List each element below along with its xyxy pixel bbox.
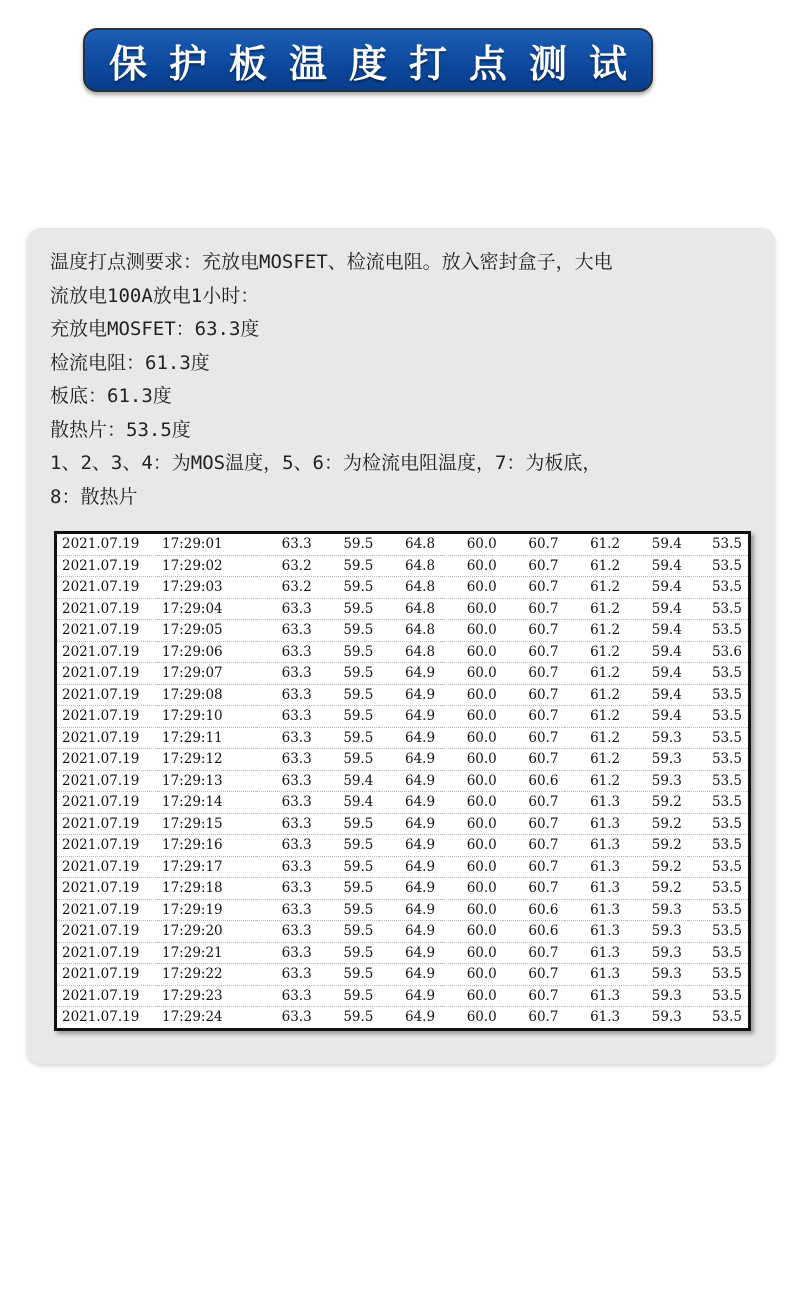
temperature-cell: 59.5 (318, 663, 380, 685)
time-cell: 17:29:07 (158, 663, 256, 685)
table-row (56, 706, 750, 728)
temperature-cell: 59.5 (318, 598, 380, 620)
temperature-cell: 63.3 (256, 684, 318, 706)
date-cell: 2021.07.19 (56, 749, 159, 771)
temperature-cell: 59.4 (626, 706, 688, 728)
temperature-cell: 60.0 (441, 684, 503, 706)
temperature-cell: 63.3 (256, 663, 318, 685)
temperature-cell: 59.5 (318, 620, 380, 642)
temperature-cell: 64.8 (379, 641, 441, 663)
temperature-cell: 64.9 (379, 856, 441, 878)
table-row (56, 533, 750, 556)
temperature-cell: 63.3 (256, 770, 318, 792)
temperature-cell: 60.0 (441, 770, 503, 792)
temperature-cell: 61.3 (564, 813, 626, 835)
temperature-cell: 64.9 (379, 878, 441, 900)
page-title: 保护板温度打点测试 (108, 41, 649, 86)
temperature-cell: 60.0 (441, 620, 503, 642)
temperature-cell: 61.2 (564, 577, 626, 599)
temperature-cell: 59.5 (318, 813, 380, 835)
temperature-cell: 53.5 (688, 878, 750, 900)
date-cell: 2021.07.19 (56, 706, 159, 728)
temperature-cell: 53.5 (688, 813, 750, 835)
temperature-cell: 59.2 (626, 835, 688, 857)
temperature-cell: 60.0 (441, 813, 503, 835)
temperature-cell: 59.5 (318, 835, 380, 857)
table-row (56, 577, 750, 599)
date-cell: 2021.07.19 (56, 835, 159, 857)
temperature-cell: 59.5 (318, 706, 380, 728)
table-row (56, 620, 750, 642)
time-cell: 17:29:17 (158, 856, 256, 878)
time-cell: 17:29:10 (158, 706, 256, 728)
temperature-cell: 60.0 (441, 964, 503, 986)
date-cell: 2021.07.19 (56, 899, 159, 921)
temperature-cell: 60.7 (503, 598, 565, 620)
table-row (56, 899, 750, 921)
temperature-cell: 60.0 (441, 942, 503, 964)
temperature-cell: 61.3 (564, 792, 626, 814)
temperature-cell: 59.5 (318, 684, 380, 706)
temperature-cell: 63.3 (256, 533, 318, 556)
time-cell: 17:29:12 (158, 749, 256, 771)
temperature-cell: 53.5 (688, 985, 750, 1007)
temperature-cell: 59.5 (318, 899, 380, 921)
table-row (56, 792, 750, 814)
table-row (56, 663, 750, 685)
temperature-cell: 59.4 (318, 770, 380, 792)
temperature-cell: 60.0 (441, 598, 503, 620)
temperature-cell: 61.3 (564, 856, 626, 878)
time-cell: 17:29:21 (158, 942, 256, 964)
date-cell: 2021.07.19 (56, 684, 159, 706)
date-cell: 2021.07.19 (56, 663, 159, 685)
temperature-cell: 59.2 (626, 856, 688, 878)
temperature-cell: 59.5 (343, 1009, 374, 1026)
temperature-cell: 53.5 (688, 598, 750, 620)
temperature-cell: 59.2 (626, 878, 688, 900)
temperature-cell: 63.3 (281, 1009, 312, 1026)
temperature-cell: 59.2 (626, 813, 688, 835)
temperature-cell: 59.4 (626, 620, 688, 642)
temperature-cell: 53.5 (688, 899, 750, 921)
temperature-cell: 53.5 (688, 770, 750, 792)
temperature-cell: 59.4 (626, 663, 688, 685)
temperature-cell: 64.9 (379, 727, 441, 749)
temperature-cell: 61.3 (564, 835, 626, 857)
temperature-cell: 53.5 (688, 727, 750, 749)
temperature-cell: 61.2 (564, 706, 626, 728)
temperature-cell: 60.7 (503, 641, 565, 663)
temperature-cell: 60.0 (441, 706, 503, 728)
temperature-cell: 63.3 (256, 835, 318, 857)
temperature-cell: 60.7 (503, 533, 565, 556)
date-cell: 2021.07.19 (56, 942, 159, 964)
table-row (56, 835, 750, 857)
temperature-cell: 59.3 (626, 749, 688, 771)
temperature-cell: 63.3 (256, 641, 318, 663)
temperature-cell: 63.3 (256, 856, 318, 878)
temperature-cell: 61.2 (564, 620, 626, 642)
temperature-cell: 53.5 (688, 706, 750, 728)
time-cell: 17:29:04 (158, 598, 256, 620)
temperature-cell: 61.2 (564, 555, 626, 577)
temperature-cell: 59.5 (318, 533, 380, 556)
temperature-cell: 60.7 (503, 878, 565, 900)
table-row (56, 555, 750, 577)
temperature-cell: 60.0 (441, 856, 503, 878)
table-row (56, 727, 750, 749)
date-cell: 2021.07.19 (56, 921, 159, 943)
temperature-cell: 60.0 (441, 878, 503, 900)
temperature-cell: 63.3 (256, 598, 318, 620)
temperature-cell: 60.7 (503, 856, 565, 878)
temperature-cell: 59.4 (626, 555, 688, 577)
temperature-cell: 59.4 (626, 598, 688, 620)
table-row (56, 942, 750, 964)
temperature-cell: 53.5 (688, 856, 750, 878)
temperature-cell: 53.5 (688, 555, 750, 577)
temperature-cell: 53.5 (688, 533, 750, 556)
temperature-cell: 60.7 (503, 555, 565, 577)
temperature-cell: 60.0 (441, 533, 503, 556)
temperature-cell: 53.5 (688, 663, 750, 685)
time-cell: 17:29:02 (158, 555, 256, 577)
temperature-cell: 53.5 (688, 792, 750, 814)
temperature-cell: 60.7 (503, 577, 565, 599)
table-body (56, 533, 750, 1030)
temperature-cell: 64.9 (379, 706, 441, 728)
table-row (56, 598, 750, 620)
table-row (56, 684, 750, 706)
temperature-cell: 64.8 (379, 598, 441, 620)
temperature-cell: 59.3 (626, 985, 688, 1007)
temperature-cell: 60.0 (441, 792, 503, 814)
description-line: 散热片：53.5度 (50, 418, 191, 441)
temperature-cell: 59.5 (318, 555, 380, 577)
temperature-cell: 60.0 (441, 921, 503, 943)
temperature-cell: 64.8 (379, 577, 441, 599)
temperature-cell: 60.7 (503, 985, 565, 1007)
temperature-cell: 61.3 (564, 899, 626, 921)
table-row (56, 878, 750, 900)
temperature-cell: 59.3 (651, 1009, 682, 1026)
temperature-cell: 64.9 (379, 835, 441, 857)
temperature-cell: 59.4 (626, 533, 688, 556)
temperature-cell: 61.3 (564, 878, 626, 900)
date-cell: 2021.07.19 (56, 964, 159, 986)
time-cell: 17:29:19 (158, 899, 256, 921)
temperature-cell: 60.6 (503, 899, 565, 921)
temperature-cell: 53.5 (688, 684, 750, 706)
temperature-cell: 53.5 (688, 749, 750, 771)
temperature-cell: 61.2 (564, 641, 626, 663)
time-cell: 17:29:13 (158, 770, 256, 792)
temperature-cell: 60.7 (503, 706, 565, 728)
date-cell: 2021.07.19 (56, 813, 159, 835)
temperature-cell: 59.5 (318, 964, 380, 986)
temperature-cell: 63.3 (256, 942, 318, 964)
temperature-cell: 63.3 (256, 749, 318, 771)
description-line: 充放电MOSFET：63.3度 (50, 318, 260, 340)
time-cell: 17:29:06 (158, 641, 256, 663)
temperature-cell: 53.5 (688, 620, 750, 642)
temperature-cell: 60.7 (503, 749, 565, 771)
temperature-cell: 64.9 (379, 985, 441, 1007)
temperature-cell: 63.3 (256, 878, 318, 900)
time-cell: 17:29:16 (158, 835, 256, 857)
description-line: 8：散热片 (50, 485, 138, 508)
temperature-cell: 64.8 (379, 555, 441, 577)
date-cell: 2021.07.19 (56, 792, 159, 814)
temperature-cell: 61.2 (564, 533, 626, 556)
temperature-cell: 60.0 (441, 663, 503, 685)
temperature-cell: 59.4 (626, 577, 688, 599)
temperature-cell: 53.5 (711, 1009, 742, 1026)
table-row (56, 964, 750, 986)
temperature-cell: 59.5 (318, 856, 380, 878)
temperature-cell: 53.5 (688, 942, 750, 964)
time-cell: 17:29:14 (158, 792, 256, 814)
description-line: 检流电阻：61.3度 (50, 351, 210, 374)
table-row (56, 813, 750, 835)
date-cell: 2021.07.19 (56, 620, 159, 642)
temperature-cell: 59.3 (626, 942, 688, 964)
temperature-cell: 60.7 (503, 792, 565, 814)
time-cell: 17:29:03 (158, 577, 256, 599)
temperature-cell: 53.5 (688, 835, 750, 857)
temperature-cell: 60.0 (441, 641, 503, 663)
temperature-cell: 60.0 (441, 985, 503, 1007)
temperature-cell: 63.2 (256, 555, 318, 577)
temperature-cell: 59.5 (318, 985, 380, 1007)
time-cell: 17:29:23 (158, 985, 256, 1007)
temperature-cell: 59.4 (318, 792, 380, 814)
temperature-cell: 61.2 (564, 684, 626, 706)
description-line: 流放电100A放电1小时： (50, 284, 260, 307)
table-row (56, 749, 750, 771)
date-cell: 2021.07.19 (62, 1009, 140, 1026)
temperature-cell: 59.5 (318, 749, 380, 771)
temperature-cell: 60.7 (503, 964, 565, 986)
temperature-cell: 60.7 (503, 813, 565, 835)
date-cell: 2021.07.19 (56, 727, 159, 749)
time-cell: 17:29:20 (158, 921, 256, 943)
temperature-cell: 61.3 (564, 964, 626, 986)
temperature-cell: 63.2 (256, 577, 318, 599)
date-cell: 2021.07.19 (56, 533, 159, 556)
time-cell: 17:29:24 (162, 1009, 223, 1026)
temperature-cell: 60.0 (441, 899, 503, 921)
temperature-cell: 59.4 (626, 641, 688, 663)
temperature-cell: 59.5 (318, 921, 380, 943)
time-cell: 17:29:22 (158, 964, 256, 986)
temperature-cell: 60.6 (503, 770, 565, 792)
table-row (56, 985, 750, 1007)
temperature-cell: 53.6 (688, 641, 750, 663)
description-line: 温度打点测要求：充放电MOSFET、检流电阻。放入密封盒子，大电 (50, 251, 613, 273)
temperature-cell: 64.8 (379, 533, 441, 556)
date-cell: 2021.07.19 (56, 856, 159, 878)
temperature-cell: 60.7 (503, 727, 565, 749)
temperature-cell: 63.3 (256, 921, 318, 943)
table-row (56, 641, 750, 663)
temperature-cell: 59.3 (626, 964, 688, 986)
date-cell: 2021.07.19 (56, 577, 159, 599)
temperature-cell: 60.7 (503, 663, 565, 685)
temperature-cell: 61.2 (564, 770, 626, 792)
date-cell: 2021.07.19 (56, 555, 159, 577)
date-cell: 2021.07.19 (56, 770, 159, 792)
temperature-cell: 61.3 (590, 1009, 621, 1026)
temperature-cell: 59.5 (318, 641, 380, 663)
temperature-cell: 59.5 (318, 942, 380, 964)
time-cell: 17:29:05 (158, 620, 256, 642)
temperature-cell: 60.0 (466, 1009, 497, 1026)
temperature-cell: 59.3 (626, 770, 688, 792)
title-banner (83, 28, 653, 92)
temperature-cell: 60.7 (503, 942, 565, 964)
temperature-cell: 64.9 (379, 942, 441, 964)
temperature-cell: 59.4 (626, 684, 688, 706)
temperature-cell: 59.5 (318, 577, 380, 599)
date-cell: 2021.07.19 (56, 641, 159, 663)
temperature-cell: 60.0 (441, 835, 503, 857)
temperature-cell: 64.9 (379, 813, 441, 835)
temperature-cell: 61.3 (564, 921, 626, 943)
temperature-cell: 61.3 (564, 942, 626, 964)
temperature-cell: 64.9 (379, 770, 441, 792)
temperature-cell: 59.3 (626, 727, 688, 749)
temperature-cell: 64.9 (379, 899, 441, 921)
table-row (56, 921, 750, 943)
temperature-cell: 61.2 (564, 598, 626, 620)
temperature-cell: 60.7 (503, 620, 565, 642)
temperature-cell: 53.5 (688, 921, 750, 943)
temperature-cell: 59.3 (626, 921, 688, 943)
temperature-cell: 61.3 (564, 985, 626, 1007)
temperature-cell: 59.5 (318, 727, 380, 749)
description-line: 1、2、3、4：为MOS温度，5、6：为检流电阻温度，7：为板底， (50, 452, 602, 474)
temperature-cell: 63.3 (256, 813, 318, 835)
temperature-data-table (54, 531, 751, 1031)
temperature-cell: 61.2 (564, 727, 626, 749)
temperature-cell: 64.9 (379, 663, 441, 685)
description-line: 板底：61.3度 (50, 385, 172, 407)
table-row (56, 770, 750, 792)
temperature-cell: 63.3 (256, 964, 318, 986)
time-cell: 17:29:11 (158, 727, 256, 749)
temperature-cell: 64.9 (379, 964, 441, 986)
time-cell: 17:29:18 (158, 878, 256, 900)
temperature-cell: 59.3 (626, 899, 688, 921)
date-cell: 2021.07.19 (56, 598, 159, 620)
time-cell: 17:29:01 (158, 533, 256, 556)
date-cell: 2021.07.19 (56, 878, 159, 900)
temperature-cell: 60.0 (441, 749, 503, 771)
temperature-cell: 60.7 (503, 835, 565, 857)
temperature-cell: 61.2 (564, 663, 626, 685)
temperature-cell: 64.9 (379, 792, 441, 814)
temperature-cell: 60.7 (528, 1009, 559, 1026)
temperature-cell: 64.8 (379, 620, 441, 642)
temperature-cell: 59.5 (318, 878, 380, 900)
temperature-cell: 63.3 (256, 727, 318, 749)
temperature-cell: 64.9 (379, 921, 441, 943)
temperature-cell: 63.3 (256, 620, 318, 642)
temperature-cell: 60.7 (503, 684, 565, 706)
test-description (50, 246, 762, 514)
temperature-cell: 63.3 (256, 985, 318, 1007)
time-cell: 17:29:08 (158, 684, 256, 706)
table-row (56, 1007, 750, 1030)
temperature-cell: 60.6 (503, 921, 565, 943)
temperature-cell: 53.5 (688, 964, 750, 986)
table-row (56, 856, 750, 878)
date-cell: 2021.07.19 (56, 985, 159, 1007)
temperature-cell: 64.9 (379, 749, 441, 771)
temperature-cell: 64.9 (379, 684, 441, 706)
temperature-cell: 61.2 (564, 749, 626, 771)
temperature-cell: 60.0 (441, 555, 503, 577)
temperature-cell: 64.9 (405, 1009, 436, 1026)
temperature-cell: 59.2 (626, 792, 688, 814)
time-cell: 17:29:15 (158, 813, 256, 835)
temperature-cell: 63.3 (256, 706, 318, 728)
temperature-cell: 63.3 (256, 792, 318, 814)
temperature-cell: 63.3 (256, 899, 318, 921)
temperature-cell: 60.0 (441, 727, 503, 749)
temperature-cell: 53.5 (688, 577, 750, 599)
temperature-cell: 60.0 (441, 577, 503, 599)
